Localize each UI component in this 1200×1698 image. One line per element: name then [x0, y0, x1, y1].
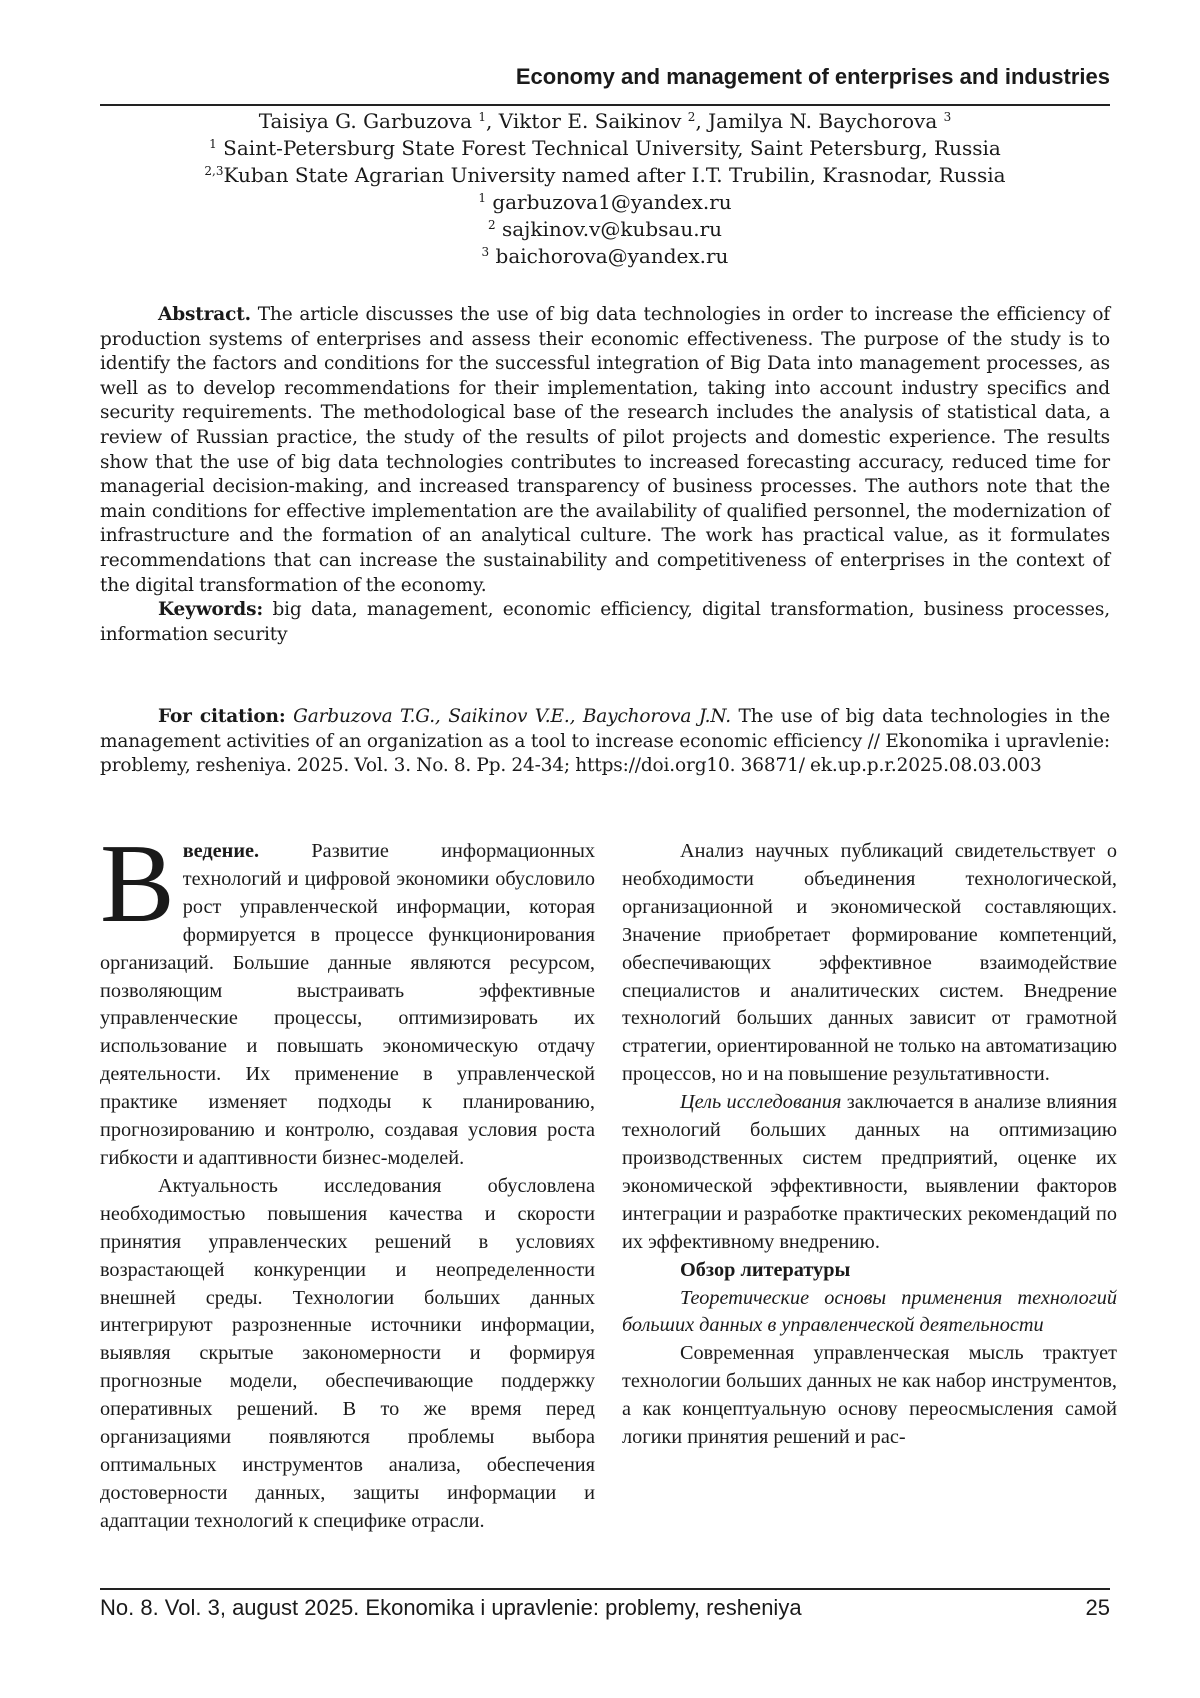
abstract-text: The article discusses the use of big data technologies in order to increase the efficiency of production systems of enterprises and assess their economic effectiveness. The purpose of the study is to identify the factors and conditions for the successful integration of Big Data into management processes, as well as to develop recommendations for their implementation, taking into account industry specifics and security requirements. The methodological base of the research includes the analysis of statistical data, a review of Russian practice, the study of the results of pilot projects and domestic experience. The results show that the use of big data technologies contributes to increased forecasting accuracy, reduced time for managerial decision-making, and increased transparency of business processes. The authors note that the main conditions for effective implementation are the availability of qualified personnel, the modernization of infrastructure and the formation of an analytical culture. The work has practical value, as it formulates recommendations that can increase the sustainability and competitiveness of enterprises in the context of the digital transformation of the economy.	[100, 304, 1111, 596]
header-rule	[100, 104, 1110, 106]
body-paragraph: Актуальность исследования обусловлена необходимостью повышения качества и скорости принятия управленческих решений в условиях возрастающей конкуренции и неопределенности внешней среды. Технологии больших данных интегрируют разрозненные источники информации, выявляя скрытые закономерности и формируя прогнозные модели, обеспечивающие поддержку оперативных решений. В то же время перед организациями появляются проблемы выбора оптимальных инструментов анализа, обеспечения достоверности данных, защиты информации и адаптации технологий к специфике отрасли.	[100, 1174, 595, 1532]
page-number: 25	[1085, 1595, 1110, 1620]
citation	[100, 705, 1110, 779]
author-name: Jamilya N. Baychorova	[708, 109, 938, 133]
body-paragraph: Современная управленческая мысль трактует технологии больших данных не как набор инструментов, а как концептуальную основу переосмысления самой логики принятия решений и рас-	[622, 1342, 1117, 1449]
running-head: Economy and management of enterprises and industries	[515, 64, 1110, 89]
citation-authors: Garbuzova T.G., Saikinov V.E., Baychorova J.N.	[293, 706, 731, 727]
footer	[100, 1593, 1110, 1623]
authors-block	[100, 108, 1110, 270]
abstract-paragraph	[100, 303, 1110, 598]
author-email[interactable]: $^2$ sajkinov.v@kubsau.ru	[487, 217, 723, 241]
author-sup: 1	[478, 110, 487, 124]
left-column	[100, 822, 595, 1536]
keywords-label: Keywords:	[158, 599, 264, 621]
dropcap: В	[100, 822, 175, 946]
author-sup: 3	[943, 110, 952, 124]
right-column	[622, 838, 1117, 1452]
citation-text[interactable]: The use of big data technologies in the management activities of an organization as a tool to increase economic efficiency // Ekonomika i upravlenie: problemy, resheniya. 2025. Vol. 3. No. 8. Pp. 24-34; https://doi.org10. 36871/ ek.up.p.r.2025.08.03.003	[100, 706, 1111, 777]
author-names: Taisiya G. Garbuzova $^1$, Viktor E. Saikinov $^2$, Jamilya N. Baychorova $^3$	[258, 109, 952, 133]
citation-label: For citation:	[158, 706, 286, 727]
subsection-title: Теоретические основы применения технологий больших данных в управленческой деятельности	[622, 1286, 1117, 1337]
affiliation: $^{2,3}$Kuban State Agrarian University named after I.T. Trubilin, Krasnodar, Russia	[204, 163, 1006, 187]
author-sup: 2	[687, 110, 696, 124]
keywords-paragraph	[100, 598, 1110, 647]
aim-paragraph: Цель исследования заключается в анализе влияния технологий больших данных на оптимизацию производственных систем предприятий, оценке их экономической эффективности, выявлении факторов интеграции и разработке практических рекомендаций по их эффективному внедрению.	[622, 1091, 1117, 1253]
keywords-text: big data, management, economic efficiency, digital transformation, business processes, information security	[100, 599, 1110, 645]
body-paragraph: Анализ научных публикаций свидетельствует о необходимости объединения технологической, организационной и экономической составляющих. Значение приобретает формирование компетенций, обеспечивающих эффективное взаимодействие специалистов и аналитических систем. Внедрение технологий больших данных зависит от грамотной стратегии, ориентированной не только на автоматизацию процессов, но и на повышение результативности.	[622, 840, 1117, 1086]
aim-label: Цель исследования	[680, 1091, 842, 1114]
author-name: Taisiya G. Garbuzova	[258, 109, 473, 133]
author-name: Viktor E. Saikinov	[498, 109, 682, 133]
footer-journal: No. 8. Vol. 3, august 2025. Ekonomika i upravlenie: problemy, resheniya	[100, 1595, 802, 1620]
author-email[interactable]: $^3$ baichorova@yandex.ru	[481, 244, 729, 268]
abstract-label: Abstract.	[158, 304, 251, 325]
abstract	[100, 303, 1110, 647]
affiliation: $^1$ Saint-Petersburg State Forest Technical University, Saint Petersburg, Russia	[209, 136, 1001, 160]
intro-paragraph: Введение. Развитие информационных технологий и цифровой экономики обусловило рост управленческой информации, которая формируется в процессе функционирования организаций. Большие данные являются ресурсом, позволяющим выстраивать эффективные управленческие процессы, оптимизировать их использование и повышать экономическую отдачу деятельности. Их применение в управленческой практике изменяет подходы к планированию, прогнозированию и контролю, создавая условия роста гибкости и адаптивности бизнес-моделей.	[100, 822, 595, 1169]
author-email[interactable]: $^1$ garbuzova1@yandex.ru	[478, 190, 732, 214]
section-title: Обзор литературы	[680, 1258, 851, 1281]
intro-label: ведение.	[182, 840, 260, 862]
footer-rule	[100, 1588, 1110, 1590]
